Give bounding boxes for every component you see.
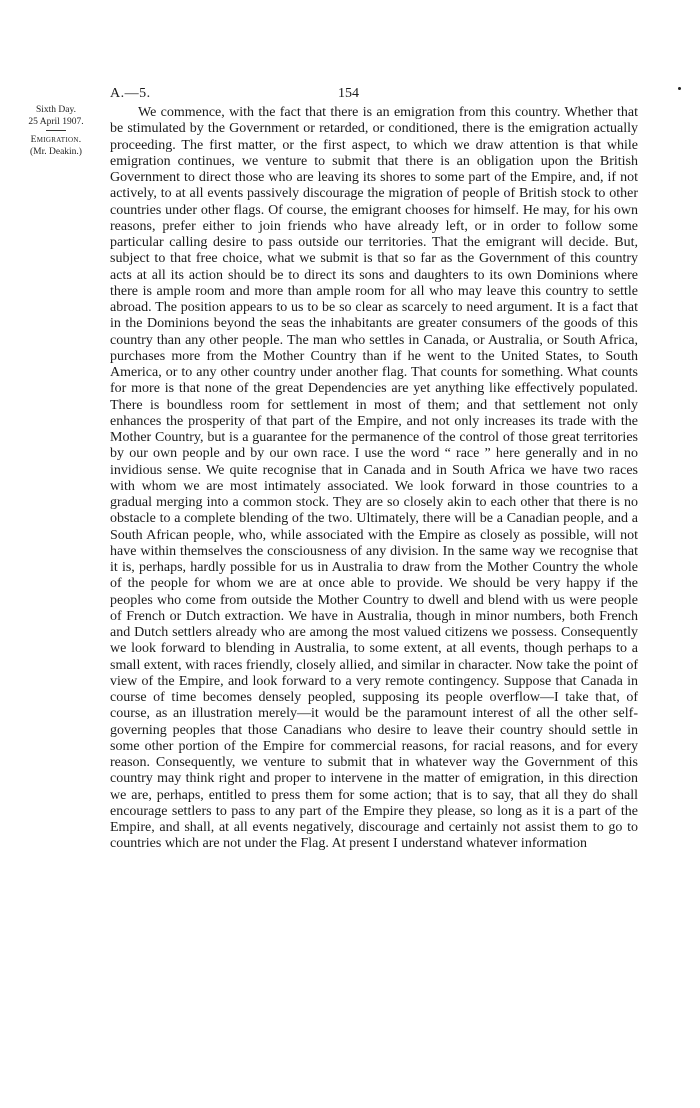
body-text <box>110 105 638 853</box>
page-reference: A.—5. <box>110 86 151 101</box>
margin-speaker: (Mr. Deakin.) <box>30 147 82 157</box>
margin-subject: Emigration. <box>30 135 82 145</box>
page-number: 154 <box>338 86 359 101</box>
body-paragraph: We commence, with the fact that there is an emigration from this country. Whether that be stimulated by the Government or retarded, or conditioned, there is the emigration actually proceeding. The first matter, or the first aspect, to which we draw attention is that while emigration continues, we venture to submit that there is an obligation upon the British Government to direct those who are leaving its shores to some part of the Empire, and, if not actively, to at all events passively discourage the migration of people of British stock to other countries under other flags. Of course, the emigrant chooses for himself. He may, for his own reasons, prefer either to join friends who have already left, or in order to follow some particular calling desire to pass outside our territories. That the emigrant will decide. But, subject to that free choice, what we submit is that so far as the Government of this country acts at all its action should be to direct its sons and daughters to its own Dominions where there is ample room and more than ample room for all who may leave this country to settle abroad. The position appears to us to be so clear as scarcely to need argument. It is a fact that in the Dominions beyond the seas the inhabitants are greater consumers of the goods of this country than any other people. The man who settles in Canada, or Australia, or South Africa, purchases more from the Mother Country than if he went to the United States, to South America, or to any other country under another flag. That counts for something. What counts for more is that none of the great Dependencies are yet anything like effectively populated. There is boundless room for settlement in most of them; and that settlement not only enhances the prosperity of that part of the Empire, and not only increases its trade with the Mother Country, but is a guarantee for the permanence of the control of those great territories by our own people and by our own race. I use the word “ race ” here generally and in no invidious sense. We quite recognise that in Canada and in South Africa we have two races with whom we are most intimately associated. We look forward in those countries to a gradual merging into a common stock. They are so closely akin to each other that there is no obstacle to a complete blending of the two. Ultimately, there will be a Canadian people, and a South African people, who, while associated with the Empire as closely as possible, will not have within themselves the consciousness of any division. In the same way we recognise that it is, perhaps, hardly possible for us in Australia to draw from the Mother Country the whole of the people for whom we are at once able to provide. We should be very happy if the peoples who come from outside the Mother Country to dwell and blend with us were people of French or Dutch extraction. We have in Australia, though in minor numbers, both French and Dutch settlers already who are among the most valued citizens we possess. Consequently we look forward to blending in Australia, to some extent, at all events, though perhaps to a small extent, with races friendly, closely allied, and similar in character. Now take the point of view of the Empire, and look forward to a very remote contingency. Suppose that Canada in course of time becomes densely peopled, supposing its people overflow—I take that, of course, as an illustration merely—it would be the paramount interest of all the other self-governing peoples that those Canadians who desire to leave their country should settle in some other portion of the Empire for commercial reasons, for racial reasons, and for every reason. Consequently, we venture to submit that in whatever way the Government of this country may think right and proper to intervene in the matter of emigration, in this direction we are, perhaps, entitled to press them for some action; that is to say, that all they do shall encourage settlers to pass to any part of the Empire they please, so long as it is a part of the Empire, and shall, at all events negatively, discourage and certainly not assist them to go to countries which are not under the Flag. At present I understand whatever information <box>110 105 638 852</box>
margin-dot-mark <box>678 87 681 90</box>
margin-day: Sixth Day. <box>35 105 77 115</box>
margin-notes <box>16 104 96 158</box>
margin-rule <box>46 130 66 131</box>
margin-date: 25 April 1907. <box>28 117 84 127</box>
